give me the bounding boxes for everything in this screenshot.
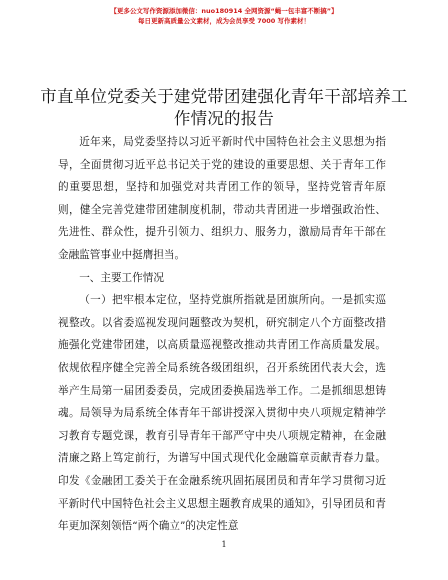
- resource-banner: [0, 6, 448, 26]
- banner-line-2: 每日更新高质量公文素材，成为会员享受 7000 写作素材！: [137, 17, 311, 25]
- page-number: 1: [221, 540, 227, 549]
- document-body: [58, 131, 386, 538]
- body-paragraph: （一）把牢根本定位，坚持党旗所指就是团旗所向。一是抓实巡视整改。以省委巡视发现问题整改为契机，研究制定八个方面整改措施强化党建带团建，以高质量巡视整改推动共青团工作高质量发展。依规依程序健全完善全局系统各级团组织，召开系统团代表大会，选举产生局第一届团委委员，完成团委换届选举工作。二是抓细思想铸魂。局领导为局系统全体青年干部讲授深入贯彻中央八项规定精神学习教育专题党课，教育引导青年干部严守中央八项规定精神，在金融清廉之路上笃定前行，为谱写中国式现代化金融篇章贡献青春力量。印发《金融团工委关于在金融系统巩固拓展团员和青年学习贯彻习近平新时代中国特色社会主义思想主题教育成果的通知》，引导团员和青年更加深刻领悟“两个确立”的决定性意: [58, 294, 386, 533]
- section-heading: 一、主要工作情况: [79, 271, 164, 284]
- banner-line-1: 【更多公文写作资源添加微信：nuo180914 全网资源“蝇一包丰富不断搞”】: [110, 7, 338, 15]
- intro-paragraph: 近年来，局党委坚持以习近平新时代中国特色社会主义思想为指导，全面贯彻习近平总书记关于党的建设的重要思想、关于青年工作的重要思想，坚持和加强党对共青团工作的领导，坚持党管青年原则，健全完善党建带团建制度机制，带动共青团进一步增强政治性、先进性、群众性，提升引领力、组织力、服务力，激励局青年干部在金融监管事业中挺膺担当。: [58, 136, 386, 261]
- document-title: 市直单位党委关于建党带团建强化青年干部培养工作情况的报告: [40, 87, 408, 128]
